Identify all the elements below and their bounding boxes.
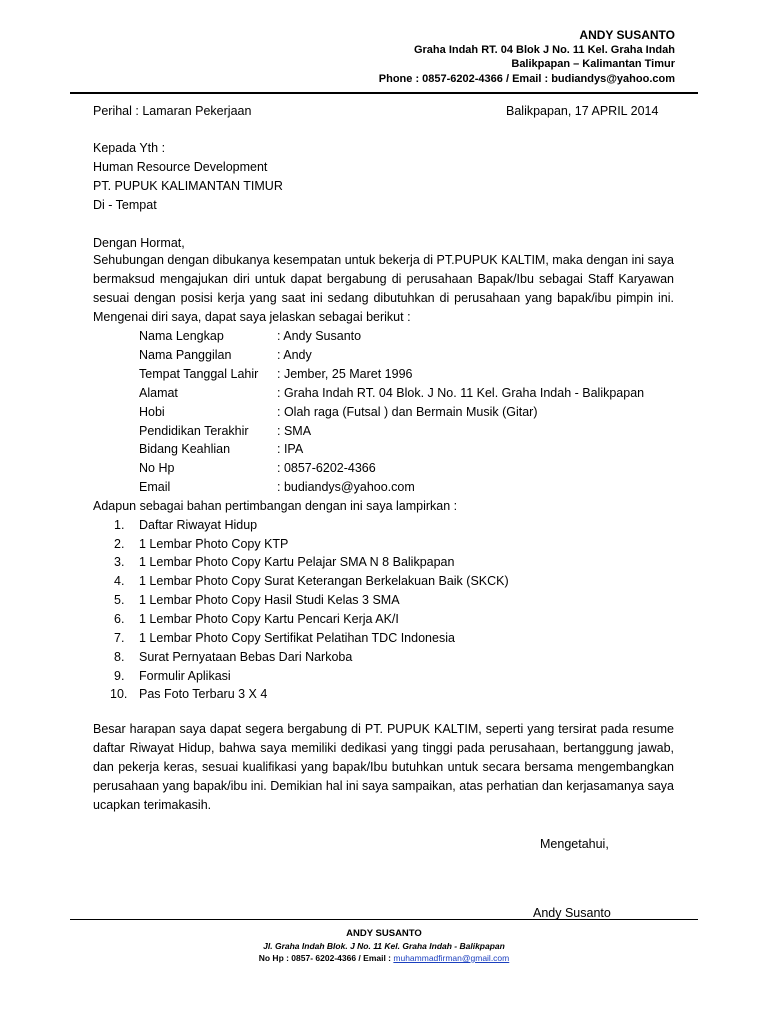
letterhead-address-line1: Graha Indah RT. 04 Blok J No. 11 Kel. Graha Indah: [413, 44, 675, 56]
list-item: Pas Foto Terbaru 3 X 4: [139, 687, 268, 701]
signature-label: Mengetahui,: [540, 837, 609, 851]
list-item: Surat Pernyataan Bebas Dari Narkoba: [139, 650, 353, 664]
letter-place-date: Balikpapan, 17 APRIL 2014: [506, 104, 659, 118]
list-item-number: 10.: [110, 687, 128, 701]
footer-address: Jl. Graha Indah Blok. J No. 11 Kel. Graha Indah - Balikpapan: [263, 941, 505, 951]
detail-value: : 0857-6202-4366: [277, 461, 376, 475]
recipient-department: Human Resource Development: [93, 160, 268, 174]
letter-subject: Perihal : Lamaran Pekerjaan: [93, 104, 252, 118]
list-item-number: 5.: [114, 593, 125, 607]
detail-value: : Graha Indah RT. 04 Blok. J No. 11 Kel. Graha Indah - Balikpapan: [277, 386, 645, 400]
detail-label: Alamat: [139, 386, 178, 400]
list-item-number: 8.: [114, 650, 125, 664]
list-item-number: 3.: [114, 555, 125, 569]
list-item-number: 2.: [114, 537, 125, 551]
detail-label: Nama Panggilan: [139, 348, 232, 362]
recipient-company: PT. PUPUK KALIMANTAN TIMUR: [93, 179, 283, 193]
list-item: 1 Lembar Photo Copy Sertifikat Pelatihan TDC Indonesia: [139, 631, 455, 645]
detail-label: Nama Lengkap: [139, 329, 224, 343]
list-item: 1 Lembar Photo Copy KTP: [139, 537, 289, 551]
detail-label: No Hp: [139, 461, 175, 475]
footer-name: ANDY SUSANTO: [346, 928, 422, 939]
footer-email-link[interactable]: muhammadfirman@gmail.com: [393, 953, 510, 963]
attachments-intro: Adapun sebagai bahan pertimbangan dengan ini saya lampirkan :: [93, 499, 458, 513]
detail-value: : Jember, 25 Maret 1996: [277, 367, 413, 381]
list-item: Daftar Riwayat Hidup: [139, 518, 258, 532]
signature-name: Andy Susanto: [533, 906, 611, 920]
list-item-number: 7.: [114, 631, 125, 645]
detail-label: Bidang Keahlian: [139, 442, 231, 456]
letterhead-address-line2: Balikpapan – Kalimantan Timur: [511, 58, 675, 70]
letterhead-divider: [70, 92, 698, 94]
detail-value: : IPA: [277, 442, 304, 456]
detail-value: : SMA: [277, 424, 312, 438]
list-item-number: 6.: [114, 612, 125, 626]
list-item-number: 9.: [114, 669, 125, 683]
detail-value: : budiandys@yahoo.com: [277, 480, 415, 494]
list-item: 1 Lembar Photo Copy Kartu Pencari Kerja AK/I: [139, 612, 399, 626]
detail-value: : Olah raga (Futsal ) dan Bermain Musik (Gitar): [277, 405, 538, 419]
detail-label: Hobi: [139, 405, 165, 419]
list-item: 1 Lembar Photo Copy Kartu Pelajar SMA N 8 Balikpapan: [139, 555, 455, 569]
letterhead-contact: Phone : 0857-6202-4366 / Email : budiandys@yahoo.com: [378, 73, 675, 85]
detail-label: Tempat Tanggal Lahir: [139, 367, 259, 381]
list-item: 1 Lembar Photo Copy Hasil Studi Kelas 3 SMA: [139, 593, 400, 607]
letterhead-name: ANDY SUSANTO: [579, 28, 675, 42]
list-item-number: 1.: [114, 518, 125, 532]
closing-paragraph: Besar harapan saya dapat segera bergabung di PT. PUPUK KALTIM, seperti yang tersirat pada resume daftar Riwayat Hidup, bahwa saya memiliki dedikasi yang tinggi pada perusahaan, bertanggung jawab, dan pekerja keras, sesuai kualifikasi yang bapak/Ibu butuhkan untuk secara bersama mengembangkan perusahaan yang bapak/ibu ini. Demikian hal ini saya sampaikan, atas perhatian dan kerjasamanya saya ucapkan terimakasih.: [93, 722, 674, 812]
list-item: 1 Lembar Photo Copy Surat Keterangan Berkelakuan Baik (SKCK): [139, 574, 509, 588]
greeting: Dengan Hormat,: [93, 236, 185, 250]
recipient-location: Di - Tempat: [93, 198, 157, 212]
intro-paragraph: Sehubungan dengan dibukanya kesempatan untuk bekerja di PT.PUPUK KALTIM, maka dengan ini saya bermaksud mengajukan diri untuk dapat bergabung di perusahaan Bapak/Ibu sebagai Staff Karyawan sesuai dengan posisi kerja yang saat ini sedang dibutuhkan di perusahaan yang bapak/ibu pimpin ini. Mengenai diri saya, dapat saya jelaskan sebagai berikut :: [93, 253, 674, 324]
list-item: Formulir Aplikasi: [139, 669, 231, 683]
list-item-number: 4.: [114, 574, 125, 588]
footer-divider: [70, 919, 698, 920]
recipient-salutation: Kepada Yth :: [93, 141, 166, 155]
footer-contact: [70, 953, 698, 963]
detail-value: : Andy Susanto: [277, 329, 362, 343]
footer-contact-prefix: No Hp : 0857- 6202-4366 / Email :: [258, 953, 394, 963]
detail-value: : Andy: [277, 348, 312, 362]
detail-label: Email: [139, 480, 171, 494]
detail-label: Pendidikan Terakhir: [139, 424, 249, 438]
